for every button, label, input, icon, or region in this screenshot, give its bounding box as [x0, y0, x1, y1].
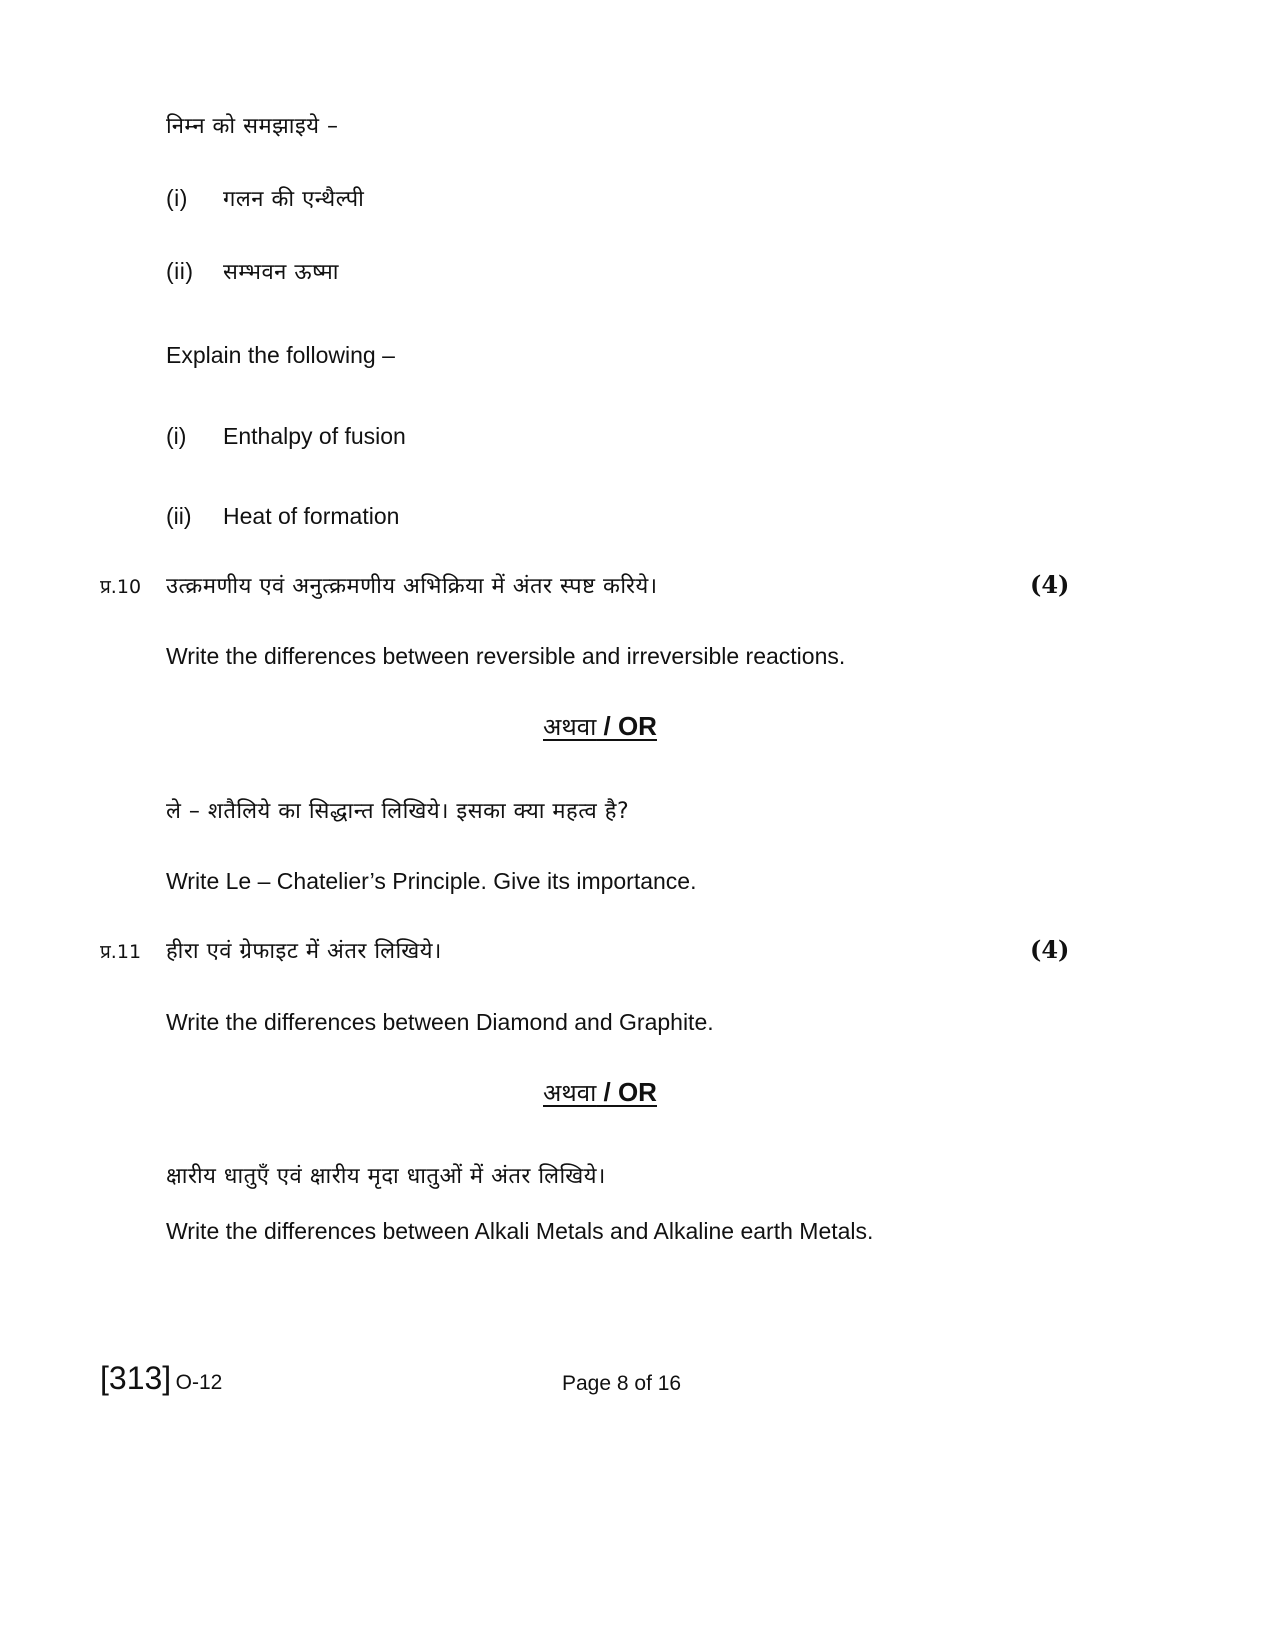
paper-series: O-12: [175, 1371, 223, 1394]
q9-english-item-2: [166, 503, 399, 530]
q11-or-heading: [0, 1076, 1200, 1109]
q9-english-item-1: [166, 423, 406, 450]
q10-or-heading: [0, 710, 1200, 743]
or-english: OR: [617, 1077, 657, 1107]
or-hindi: अथवा: [543, 713, 597, 741]
q11-alt-hindi: क्षारीय धातुएँ एवं क्षारीय मृदा धातुओं में अंतर लिखिये।: [166, 1164, 606, 1189]
or-hindi: अथवा: [543, 1079, 597, 1107]
item-text: सम्भवन ऊष्मा: [223, 260, 339, 285]
q11-english-text: Write the differences between Diamond and Graphite.: [166, 1009, 714, 1035]
item-number: (ii): [166, 258, 194, 284]
q10-number: प्र.10: [100, 576, 142, 598]
item-text: गलन की एन्थैल्पी: [223, 187, 365, 212]
q10-marks: (4): [1030, 570, 1070, 599]
footer-paper-code: [100, 1360, 222, 1397]
page-number: Page 8 of 16: [562, 1372, 682, 1395]
item-text: Enthalpy of fusion: [223, 423, 406, 449]
item-number: (i): [166, 423, 187, 449]
q9-english-intro: Explain the following –: [166, 342, 395, 368]
or-english: OR: [617, 711, 657, 741]
q9-hindi-item-2: [166, 256, 339, 286]
q11-alt-english: Write the differences between Alkali Metals and Alkaline earth Metals.: [166, 1218, 874, 1244]
q11-number: प्र.11: [100, 941, 142, 963]
or-separator: /: [596, 711, 618, 741]
q11-marks: (4): [1030, 935, 1070, 964]
q10-alt-english: Write Le – Chatelier’s Principle. Give its importance.: [166, 868, 697, 894]
item-number: (ii): [166, 503, 192, 529]
q10-alt-hindi: ले – शतैलिये का सिद्धान्त लिखिये। इसका क्या महत्व है?: [166, 799, 630, 824]
q11-hindi-text: हीरा एवं ग्रेफाइट में अंतर लिखिये।: [166, 939, 442, 964]
item-text: Heat of formation: [223, 503, 400, 529]
q9-hindi-item-1: [166, 183, 364, 213]
paper-code: [313]: [100, 1360, 172, 1396]
q9-hindi-intro: निम्न को समझाइये –: [166, 114, 339, 139]
q10-hindi-text: उत्क्रमणीय एवं अनुत्क्रमणीय अभिक्रिया में अंतर स्पष्ट करिये।: [166, 574, 658, 599]
item-number: (i): [166, 185, 188, 211]
or-separator: /: [596, 1077, 618, 1107]
q10-english-text: Write the differences between reversible and irreversible reactions.: [166, 643, 846, 669]
